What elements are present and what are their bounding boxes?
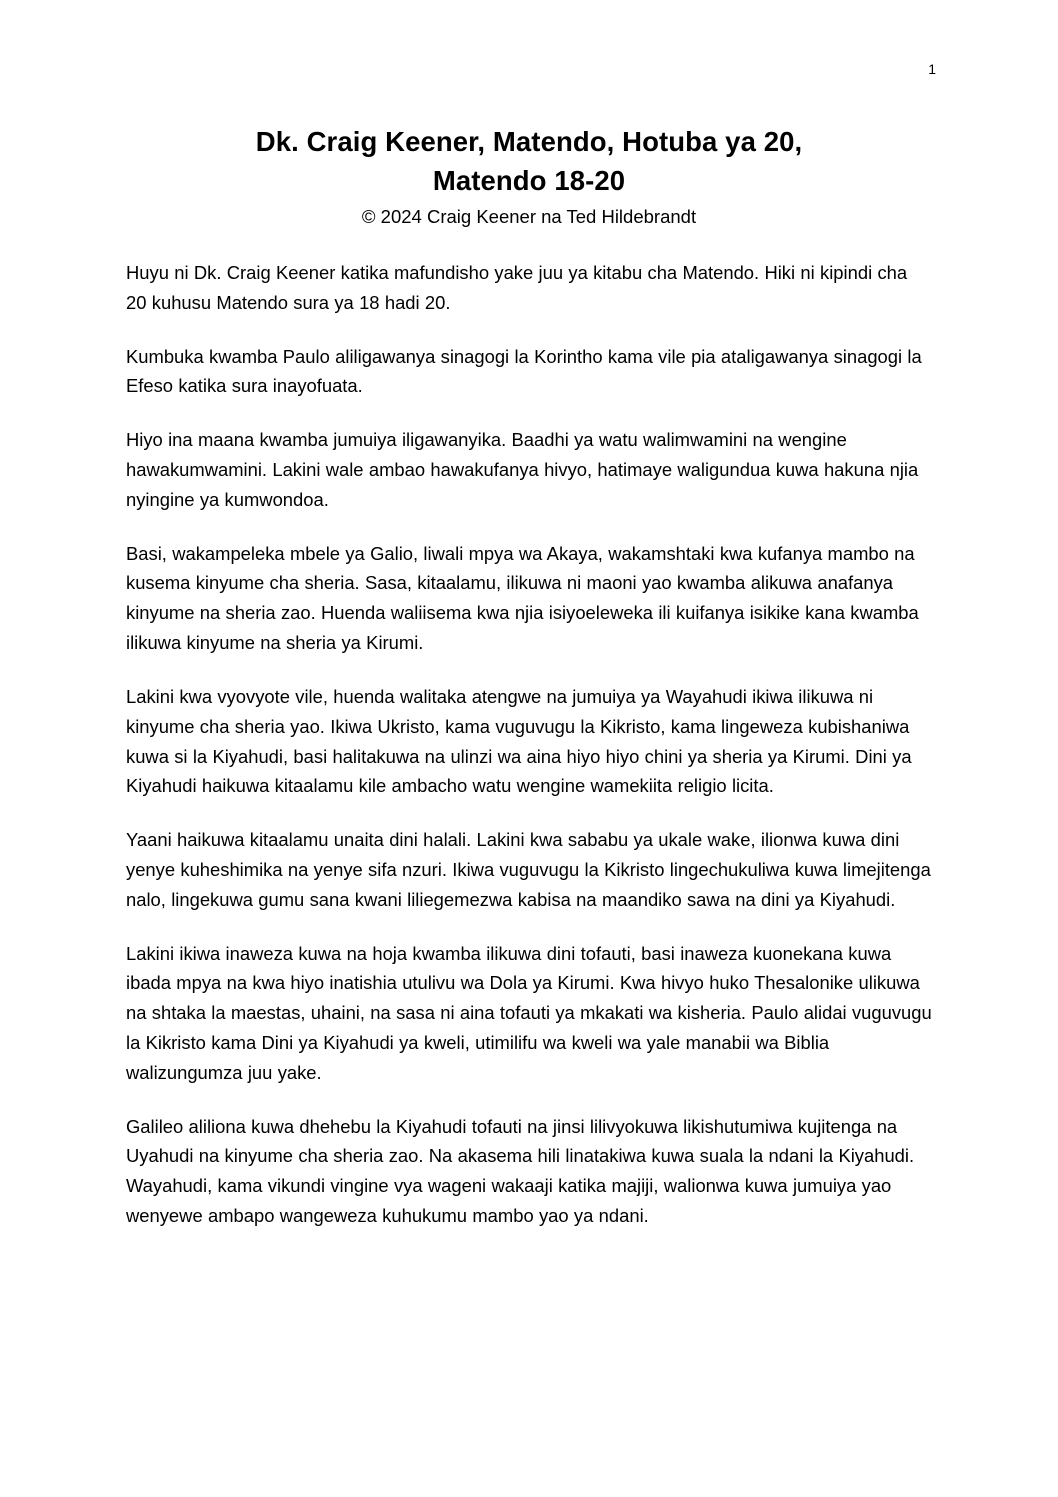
page-title-line-2: Matendo 18-20 <box>432 165 626 197</box>
page-title <box>126 122 932 200</box>
paragraph: Lakini kwa vyovyote vile, huenda walitaka atengwe na jumuiya ya Wayahudi ikiwa ilikuwa ni kinyume cha sheria yao. Ikiwa Ukristo, kama vuguvugu la Kikristo, kama lingeweza kubishaniwa kuwa si la Kiyahudi, basi halitakuwa na ulinzi wa aina hiyo hiyo chini ya sheria ya Kirumi. Dini ya Kiyahudi haikuwa kitaalamu kile ambacho watu wengine wamekiita religio licita. <box>126 685 912 797</box>
paragraph: Lakini ikiwa inaweza kuwa na hoja kwamba ilikuwa dini tofauti, basi inaweza kuonekana kuwa ibada mpya na kwa hiyo inatishia utulivu wa Dola ya Kirumi. Kwa hivyo huko Thesalonike ulikuwa na shtaka la maestas, uhaini, na sasa ni aina tofauti ya mkakati wa kisheria. Paulo alidai vuguvugu la Kikristo kama Dini ya Kiyahudi ya kweli, utimilifu wa kweli wa yale manabii wa Biblia walizungumza juu yake. <box>126 942 932 1083</box>
page-number: 1 <box>928 61 936 77</box>
paragraph: Huyu ni Dk. Craig Keener katika mafundisho yake juu ya kitabu cha Matendo. Hiki ni kipindi cha 20 kuhusu Matendo sura ya 18 hadi 20. <box>126 261 908 313</box>
document-body <box>126 258 932 1231</box>
copyright-notice: © 2024 Craig Keener na Ted Hildebrandt <box>361 206 697 228</box>
paragraph: Yaani haikuwa kitaalamu unaita dini halali. Lakini kwa sababu ya ukale wake, ilionwa kuwa dini yenye kuheshimika na yenye sifa nzuri. Ikiwa vuguvugu la Kikristo lingechukuliwa kuwa limejitenga nalo, lingekuwa gumu sana kwani liliegemezwa kabisa na maandiko sawa na dini ya Kiyahudi. <box>126 829 931 910</box>
paragraph: Hiyo ina maana kwamba jumuiya iligawanyika. Baadhi ya watu walimwamini na wengine hawakumwamini. Lakini wale ambao hawakufanya hivyo, hatimaye waligundua kuwa hakuna njia nyingine ya kumwondoa. <box>126 429 919 510</box>
page-title-line-1: Dk. Craig Keener, Matendo, Hotuba ya 20, <box>255 126 803 157</box>
document-content <box>126 122 932 1231</box>
paragraph: Basi, wakampeleka mbele ya Galio, liwali mpya wa Akaya, wakamshtaki kwa kufanya mambo na kusema kinyume cha sheria. Sasa, kitaalamu, ilikuwa ni maoni yao kwamba alikuwa anafanya kinyume na sheria zao. Huenda waliisema kwa njia isiyoeleweka ili kuifanya isikike kana kwamba ilikuwa kinyume na sheria ya Kirumi. <box>126 542 919 654</box>
paragraph: Kumbuka kwamba Paulo aliligawanya sinagogi la Korintho kama vile pia ataligawanya sinagogi la Efeso katika sura inayofuata. <box>126 345 922 397</box>
paragraph: Galileo aliliona kuwa dhehebu la Kiyahudi tofauti na jinsi lilivyokuwa likishutumiwa kujitenga na Uyahudi na kinyume cha sheria zao. Na akasema hili linatakiwa kuwa suala la ndani la Kiyahudi. Wayahudi, kama vikundi vingine vya wageni wakaaji katika majiji, walionwa kuwa jumuiya yao wenyewe ambapo wangeweza kuhukumu mambo yao ya ndani. <box>126 1115 915 1227</box>
